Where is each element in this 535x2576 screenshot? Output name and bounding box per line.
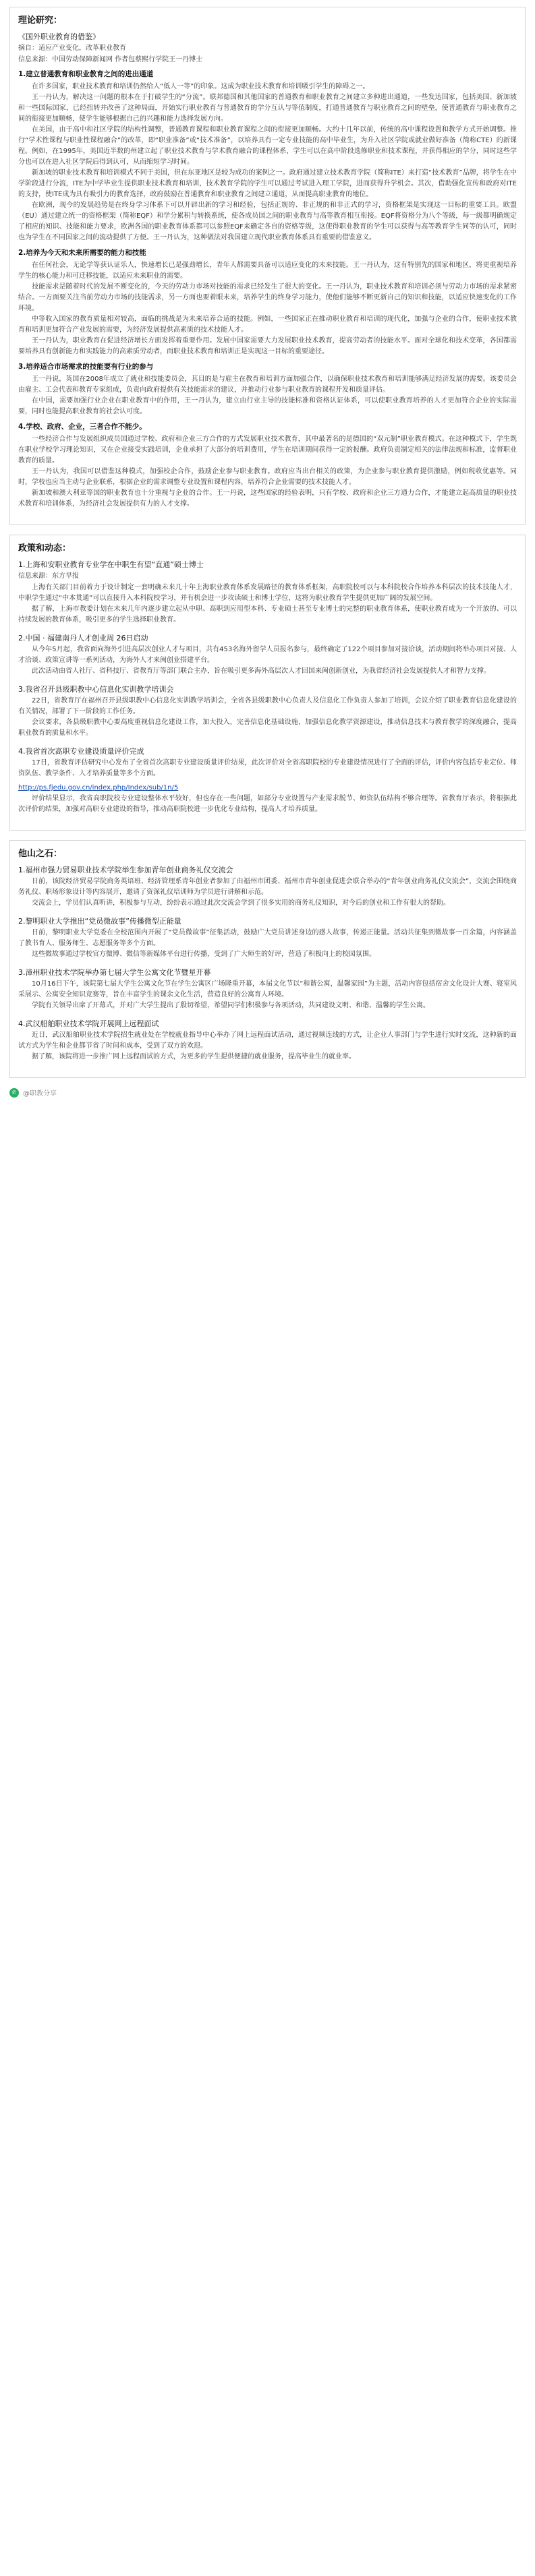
wechat-icon: ✆ bbox=[9, 1088, 19, 1098]
paragraph: 新加坡和澳大利亚等国的职业教育也十分重视与企业的合作。王一丹说，这些国家的经验表明，只有学校、政府和企业三方通力合作，才能建立起高质量的职业技术教育和培训体系，为经济社会发展提供有力的人才支撑。 bbox=[18, 489, 517, 508]
section-title: 他山之石： bbox=[18, 849, 63, 859]
article-subtitle: 4.学校、政府、企业，三者合作不能少。 bbox=[18, 423, 146, 431]
news-item bbox=[18, 684, 517, 739]
paragraph: 据了解，上海市教委计划在未来几年内逐步建立起从中职、高职到应用型本科、专业硕士甚至专业博士的完整的职业教育体系，使职业教育成为一个开放的、可以持续发展的教育体系，吸引更多的学生选择职业教育。 bbox=[18, 605, 517, 624]
news-title: 3.我省召开县级职教中心信息化实训教学培训会 bbox=[18, 685, 174, 694]
article-title: 《国外职业教育的借鉴》 bbox=[18, 32, 100, 41]
news-title: 2.中国 · 福建南丹人才创业周 26日启动 bbox=[18, 634, 148, 642]
news-title: 2.黎明职业大学推出“党员微故事”传播微型正能量 bbox=[18, 917, 181, 926]
paragraph: 10月16日下午，该院第七届大学生公寓文化节在学生公寓区广场隆重开幕，本届文化节以“和谐公寓，温馨家园”为主题，活动内容包括宿舍文化设计大赛、寝室风采展示、公寓安全知识竞赛等，旨在丰富学生的课余文化生活，营造良好的公寓育人环境。 bbox=[18, 980, 517, 998]
paragraph: 日前，黎明职业大学党委在全校范围内开展了“党员微故事”征集活动，鼓励广大党员讲述身边的感人故事，传递正能量。活动共征集到微故事一百余篇，内容涵盖了教书育人、服务师生、志愿服务等多个方面。 bbox=[18, 929, 517, 947]
news-title: 1.福州市强力贸易职业技术学院举生参加青年创业商务礼仪交流会 bbox=[18, 866, 233, 874]
paragraph: 17日，省教育评估研究中心发布了全省首次高职专业建设质量评价结果，此次评价对全省高职院校的专业建设情况进行了全面的评估，评价内容包括专业定位、师资队伍、教学条件、人才培养质量等多个方面。 bbox=[18, 759, 517, 777]
news-item bbox=[18, 916, 517, 960]
theory-section bbox=[9, 7, 526, 525]
source-link[interactable]: http://ps.fjedu.gov.cn/index.php/Index/sub/1n/5 bbox=[18, 784, 179, 791]
news-item bbox=[18, 559, 517, 626]
paragraph: 此次活动由省人社厅、省科技厅、省教育厅等部门联合主办，旨在吸引更多海外高层次人才回国来闽创新创业，为我省经济社会发展提供人才和智力支撑。 bbox=[32, 667, 490, 675]
article-meta: 信息来源：中国劳动保障新闻网 作者包蔡熙行学院王一丹博士 bbox=[18, 56, 203, 63]
news-item bbox=[18, 632, 517, 677]
news-title: 4.武汉船舶职业技术学院开展网上远程面试 bbox=[18, 1019, 159, 1028]
news-item bbox=[18, 1018, 517, 1062]
paragraph: 日前，该院经济贸易学院商务英语班、经济管理系青年创业者参加了由福州市团委、福州市青年创业促进会联合举办的“青年创业商务礼仪交流会”，交流会围绕商务礼仪、职场形象设计等内容展开，邀请了资深礼仪培训师为学员进行讲解和示范。 bbox=[18, 878, 517, 896]
paragraph: 这些微故事通过学校官方微博、微信等新媒体平台进行传播，受到了广大师生的好评，营造了积极向上的校园氛围。 bbox=[32, 951, 376, 958]
paragraph: 22日，省教育厅在福州召开县级职教中心信息化实训教学培训会，全省各县级职教中心负责人及信息化工作负责人参加了培训，会议介绍了职业教育信息化建设的有关情况，部署了下一阶段的工作任务。 bbox=[18, 697, 517, 715]
others-body bbox=[18, 864, 517, 1062]
paragraph: 王一丹说，英国在2008年成立了就业和技能委员会，其目的是与雇主在教育和培训方面加强合作，以确保职业技术教育和培训能够满足经济发展的需要。该委员会由雇主、工会代表和教育专家组成，负责向政府提供有关技能需求的建议，并推动行业参与职业教育的课程开发和质量评估。 bbox=[18, 376, 517, 394]
footer bbox=[9, 1087, 526, 1098]
article bbox=[18, 31, 517, 510]
paragraph: 在中国，需要加强行业企业在职业教育中的作用，王一丹认为，建立由行业主导的技能标准和资格认证体系，可以使职业教育培养的人才更加符合企业的实际需要，同时也能提高职业教育的社会认可度。 bbox=[18, 397, 517, 415]
footer-text: @职教分享 bbox=[23, 1090, 57, 1098]
article-subtitle: 1.建立普通教育和职业教育之间的进出通道 bbox=[18, 70, 154, 78]
paragraph: 王一丹认为，我国可以借鉴这种模式，加强校企合作，鼓励企业参与职业教育。政府应当出台相关的政策，为企业参与职业教育提供激励，例如税收优惠等。同时，学校也应当主动与企业联系，根据企业的需求调整专业设置和课程内容，培养符合企业需要的技术技能人才。 bbox=[18, 468, 517, 486]
section-title: 政策和动态： bbox=[18, 543, 72, 553]
paragraph: 技能需求是随着时代的发展不断变化的，今天的劳动力市场对技能的需求已经发生了很大的变化。王一丹认为，职业技术教育和培训必须与劳动力市场的需求紧密结合。一方面要关注当前劳动力市场的技能需求，另一方面也要着眼未来，培养学生的终身学习能力，使他们能够不断更新自己的知识和技能，以适应快速变化的工作环境。 bbox=[18, 283, 517, 312]
paragraph: 据了解，该院将进一步推广网上远程面试的方式，为更多的学生提供便捷的就业服务，提高毕业生的就业率。 bbox=[32, 1053, 356, 1060]
paragraph: 在欧洲，现今的发展趋势是在终身学习体系下可以开辟出新的学习和经验，包括正规的、非正规的和非正式的学习，资格框架是实现这一目标的重要工具。欧盟（EU）通过建立统一的资格框架（简称EQF）和学分累积与转换系统，使各成员国之间的职业教育与高等教育相互衔接。EQF将资格分为八个等级，每一级都明确规定了相应的知识、技能和能力要求，欧洲各国的职业教育体系都可以参照EQF来确定各自的资格等级，这使得职业教育的学生可以获得与高等教育学生同等的认可，同时也为学生在不同国家之间的流动提供了方便。王一丹认为，这种做法对我国建立现代职业教育体系具有重要的借鉴意义。 bbox=[18, 202, 517, 241]
article-meta: 摘自：适应产业变化，改革职业教育 bbox=[18, 44, 126, 52]
link-row bbox=[18, 779, 517, 793]
article-subtitle: 2.培养为今天和未来所需要的能力和技能 bbox=[18, 249, 146, 257]
paragraph: 从今年5月起，我省面向海外引进高层次创业人才与项目，共有453名海外留学人员报名参与，最终确定了122个项目参加对接洽谈，活动期间将举办项目对接、人才洽谈、政策宣讲等一系列活动，为海外人才来闽创业搭建平台。 bbox=[18, 646, 517, 664]
news-item bbox=[18, 746, 517, 815]
paragraph: 在任何社会，无论学等获认证乐人，快速增长已是强劲增长，青年人都需要具备可以适应变化的未来技能。王一丹认为，这有特别先的国家和地区，将更重视培养学生的核心能力和可迁移技能，以适应未来职业的需要。 bbox=[18, 262, 517, 280]
paragraph: 在许多国家，职业技术教育和培训仍然给人“低人一等”的印象。这成为职业技术教育和培训吸引学生的障碍之一。 bbox=[32, 83, 370, 90]
theory-body bbox=[18, 31, 517, 510]
section-title: 理论研究： bbox=[18, 16, 63, 26]
page bbox=[0, 0, 535, 1108]
news-meta: 信息来源：东方早报 bbox=[18, 572, 79, 580]
article-subtitle: 3.培养适合市场需求的技能要有行业的参与 bbox=[18, 363, 154, 371]
others-section bbox=[9, 840, 526, 1078]
paragraph: 近日，武汉船舶职业技术学院招生就业处在学校就业指导中心举办了网上远程面试活动，通过视频连线的方式，让企业人事部门与学生进行实时交流，这种新的面试方式为学生和企业都节省了时间和成本，受到了双方的欢迎。 bbox=[18, 1031, 517, 1050]
paragraph: 上海有关部门目前着力于设计制定一套明确未来几十年上海职业教育体系发展路径的教育体系框架，高职院校可以与本科院校合作培养本科层次的技术技能人才，中职学生通过“中本贯通”可以直接升入本科院校学习，并有机会进一步攻读硕士和博士学位，这将为职业教育学生提供更加广阔的发展空间。 bbox=[18, 584, 517, 602]
paragraph: 王一丹认为，职业教育在促进经济增长方面发挥着重要作用。发展中国家需要大力发展职业技术教育，提高劳动者的技能水平。面对全球化和技术变革，各国都需要培养具有创新能力和实践能力的高素质劳动者，而职业技术教育和培训正是实现这一目标的重要途径。 bbox=[18, 337, 517, 355]
paragraph: 一些经济合作与发展组织成员国通过学校、政府和企业三方合作的方式发展职业技术教育，其中最著名的是德国的“双元制”职业教育模式。在这种模式下，学生既在职业学校学习理论知识，又在企业接受实践培训，企业承担了大部分的培训费用，学生在培训期间获得一定的报酬。政府负责制定相关的法律法规和标准，监督职业教育的质量。 bbox=[18, 436, 517, 465]
paragraph: 评价结果显示，我省高职院校专业建设整体水平较好，但也存在一些问题，如部分专业设置与产业需求脱节、师资队伍结构不够合理等。省教育厅表示，将根据此次评价的结果，加强对高职专业建设的指导，推动高职院校进一步优化专业结构，提高人才培养质量。 bbox=[18, 795, 517, 813]
news-title: 1.上海和安职业教育专业学在中职生有望“直通”硕士博士 bbox=[18, 560, 204, 569]
paragraph: 交流会上，学员们认真听讲，积极参与互动，纷纷表示通过此次交流会学到了很多实用的商务礼仪知识，对今后的创业和工作有很大的帮助。 bbox=[32, 899, 450, 907]
policy-body bbox=[18, 559, 517, 815]
paragraph: 中等收入国家的教育质量相对较高，面临的挑战是为未来培养合适的技能。例如，一些国家正在推动职业教育和培训的现代化，加强与企业的合作，使职业技术教育和培训更加符合产业发展的需要，为经济发展提供高素质的技术技能人才。 bbox=[18, 316, 517, 334]
news-title: 3.漳州职业技术学院举办第七届大学生公寓文化节暨星开幕 bbox=[18, 968, 211, 977]
news-item bbox=[18, 967, 517, 1011]
paragraph: 王一丹认为，解决这一问题的根本在于打破学生的“分流”。联邦德国和其他国家的普通教育和职业教育之间建立多种进出通道，一些发达国家，包括美国、新加坡和一些国际国家，已经扭转并改善了这种局面，开始实行职业教育与普通教育的学分互认与等值制度，打通普通教育与职业教育之间的壁垒，使普通教育与职业教育之间的衔接更加顺畅，使学生能够根据自己的兴趣和能力选择发展方向。 bbox=[18, 94, 517, 123]
paragraph: 会议要求，各县级职教中心要高度重视信息化建设工作，加大投入，完善信息化基础设施，加强信息化教学资源建设，推动信息技术与教育教学的深度融合，提高职业教育的质量和水平。 bbox=[18, 719, 517, 737]
news-item bbox=[18, 864, 517, 909]
news-title: 4.我省首次高职专业建设质量评价完成 bbox=[18, 747, 144, 756]
paragraph: 学院有关领导出席了开幕式，并对广大学生提出了殷切希望，希望同学们积极参与各项活动，共同建设文明、和谐、温馨的学生公寓。 bbox=[32, 1002, 430, 1009]
paragraph: 在美国，由于高中和社区学院的结构性调整，普通教育课程和职业教育课程之间的衔接更加顺畅。大约十几年以前，传统的高中课程设置和教学方式开始调整。推行“学术性课程与职业性课程融合”的改革，即“职业准备”或“技术准备”，以培养具有一定专业技能的高中毕业生，为升入社区学院或就业做好准备（简称CTE）的新课程。例如，在1995年，美国近半数的州建立起了职业技术教育与学术教育融合的课程体系，学生可以在高中阶段选修职业和技术课程，并获得相应的学分，同时这些学分也可以在进入社区学院后得到认可，从而缩短学习时间。 bbox=[18, 126, 517, 166]
policy-section bbox=[9, 535, 526, 831]
paragraph: 新加坡的职业技术教育和培训模式不同于美国，但在东亚地区是较为成功的案例之一。政府通过建立技术教育学院（简称ITE）来打造“技术教育”品牌，将学生在中学阶段进行分流，ITE为中学毕业生提供职业技术教育和培训，技术教育学院的学生可以通过考试进入理工学院，进而获得升学机会。其次，借助强化宣传和政府对ITE的支持，使ITE成为具有吸引力的教育选择，政府鼓励在普通教育和职业教育之间建立通道，从而提高职业教育的地位。 bbox=[18, 169, 517, 198]
